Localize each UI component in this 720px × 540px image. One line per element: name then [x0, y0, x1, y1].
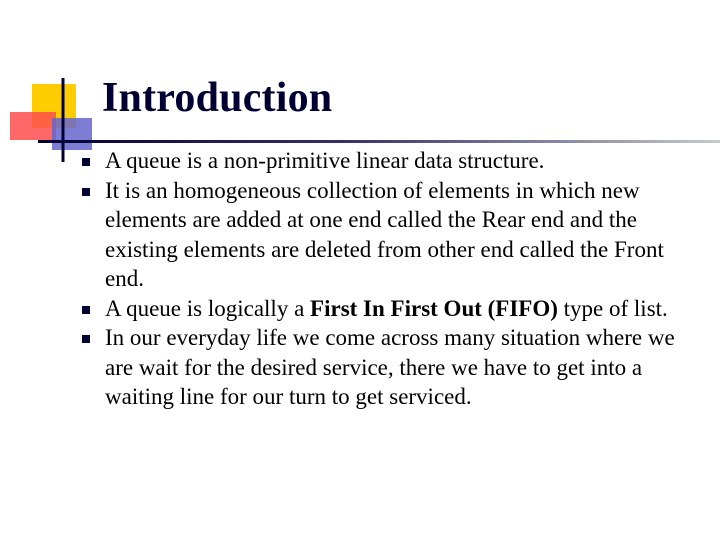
bullet-text-end: type of list. — [557, 295, 668, 321]
decor-red-block — [10, 112, 56, 140]
square-bullet-icon — [82, 306, 90, 314]
slide-title: Introduction — [102, 75, 333, 121]
square-bullet-icon — [82, 335, 90, 343]
bullet-text: A queue is a non-primitive linear data structure. — [105, 148, 545, 173]
bullet-item — [72, 176, 692, 294]
slide-decoration — [0, 0, 110, 170]
bullet-text: It is an homogeneous collection of elements in which new elements are added at one end called the Rear end and the existing elements are deleted from other end called the Front end. — [105, 177, 664, 291]
bullet-item — [72, 294, 692, 324]
bullet-item — [72, 323, 692, 412]
fifo-bold-text: First In First Out (FIFO) — [310, 295, 558, 321]
square-bullet-icon — [82, 158, 90, 166]
bullet-text-start: A queue is logically a — [105, 295, 311, 321]
bullet-item — [72, 146, 692, 176]
bullet-text — [105, 294, 692, 324]
bullet-text: In our everyday life we come across many situation where we are wait for the desired service, there we have to get into a waiting line for our turn to get serviced. — [105, 325, 675, 409]
slide-content — [72, 146, 692, 412]
title-underline — [38, 140, 720, 143]
square-bullet-icon — [82, 188, 90, 196]
